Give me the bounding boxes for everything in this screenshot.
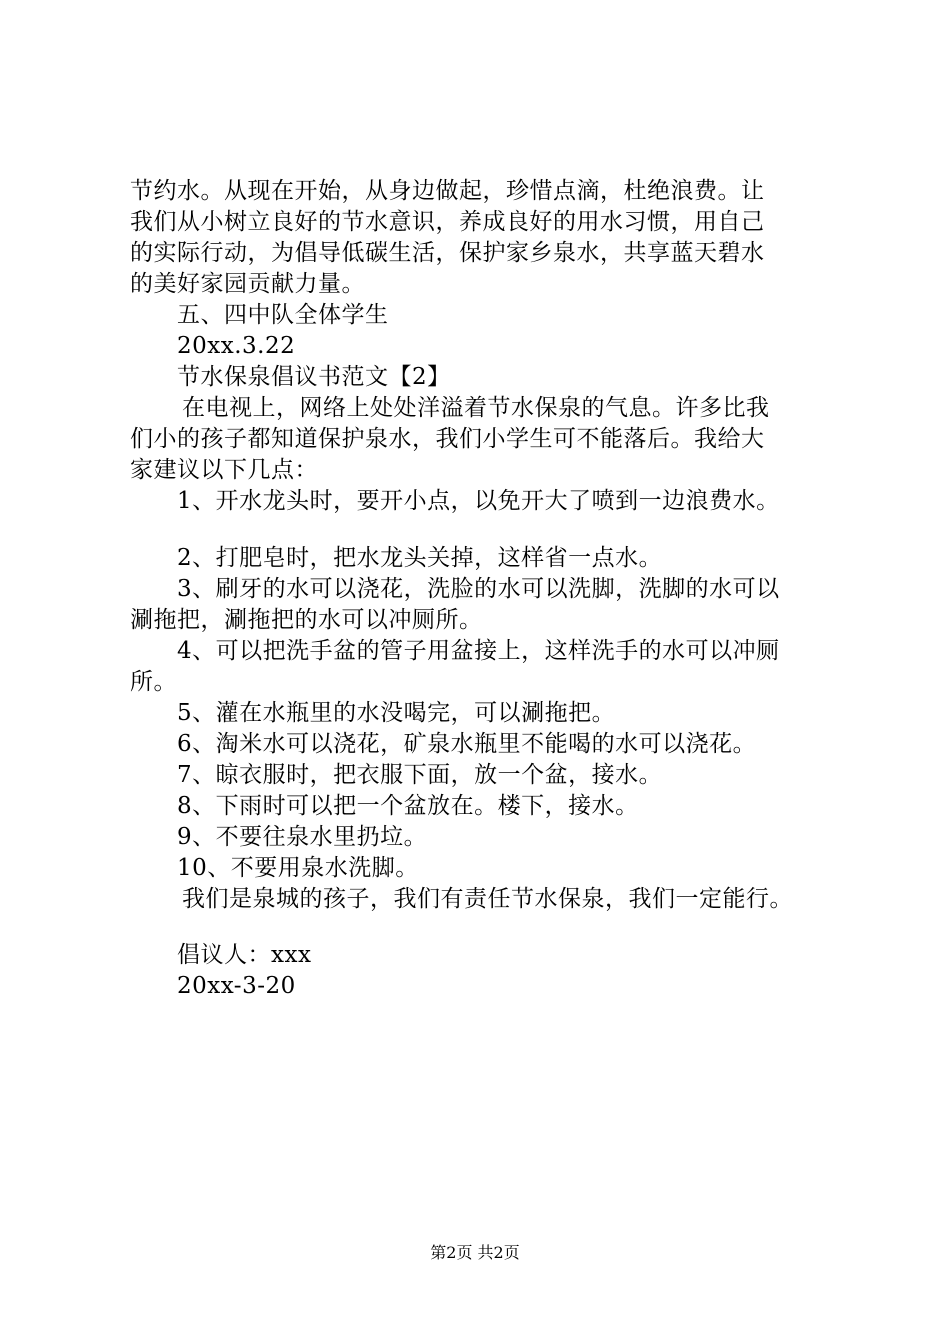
list-item: 1、开水龙头时，要开小点，以免开大了喷到一边浪费水。 bbox=[177, 488, 780, 514]
list-item: 4、可以把洗手盆的管子用盆接上，这样洗手的水可以冲厕 bbox=[177, 638, 780, 664]
text-line: 们小的孩子都知道保护泉水，我们小学生可不能落后。我给大 bbox=[130, 426, 765, 452]
date-line: 20xx.3.22 bbox=[177, 333, 296, 359]
list-item: 6、淘米水可以浇花，矿泉水瓶里不能喝的水可以浇花。 bbox=[177, 731, 757, 757]
date-line: 20xx-3-20 bbox=[177, 973, 296, 999]
text-line: 节约水。从现在开始，从身边做起，珍惜点滴，杜绝浪费。让 bbox=[130, 178, 765, 204]
text-line: 家建议以下几点： bbox=[130, 457, 318, 483]
proposer-line: 倡议人：xxx bbox=[177, 942, 312, 968]
text-line: 我们从小树立良好的节水意识，养成良好的用水习惯，用自己 bbox=[130, 209, 765, 235]
list-item: 7、晾衣服时，把衣服下面，放一个盆，接水。 bbox=[177, 762, 663, 788]
list-item: 8、下雨时可以把一个盆放在。楼下，接水。 bbox=[177, 793, 639, 819]
list-item-continuation: 涮拖把，涮拖把的水可以冲厕所。 bbox=[130, 607, 483, 633]
text-line: 的美好家园贡献力量。 bbox=[130, 271, 365, 297]
signature-line: 五、四中队全体学生 bbox=[177, 302, 389, 328]
list-item: 10、不要用泉水洗脚。 bbox=[177, 855, 419, 881]
list-item: 9、不要往泉水里扔垃。 bbox=[177, 824, 428, 850]
list-item-continuation: 所。 bbox=[130, 669, 177, 695]
list-item: 3、刷牙的水可以浇花，洗脸的水可以洗脚，洗脚的水可以 bbox=[177, 576, 780, 602]
text-line: 的实际行动，为倡导低碳生活，保护家乡泉水，共享蓝天碧水 bbox=[130, 240, 765, 266]
list-item: 5、灌在水瓶里的水没喝完，可以涮拖把。 bbox=[177, 700, 616, 726]
closing-line: 我们是泉城的孩子，我们有责任节水保泉，我们一定能行。 bbox=[182, 886, 793, 912]
text-line: 在电视上，网络上处处洋溢着节水保泉的气息。许多比我 bbox=[182, 395, 770, 421]
list-item: 2、打肥皂时，把水龙头关掉，这样省一点水。 bbox=[177, 545, 663, 571]
page-footer: 第2页 共2页 bbox=[430, 1243, 520, 1262]
section-heading: 节水保泉倡议书范文【2】 bbox=[177, 364, 451, 390]
